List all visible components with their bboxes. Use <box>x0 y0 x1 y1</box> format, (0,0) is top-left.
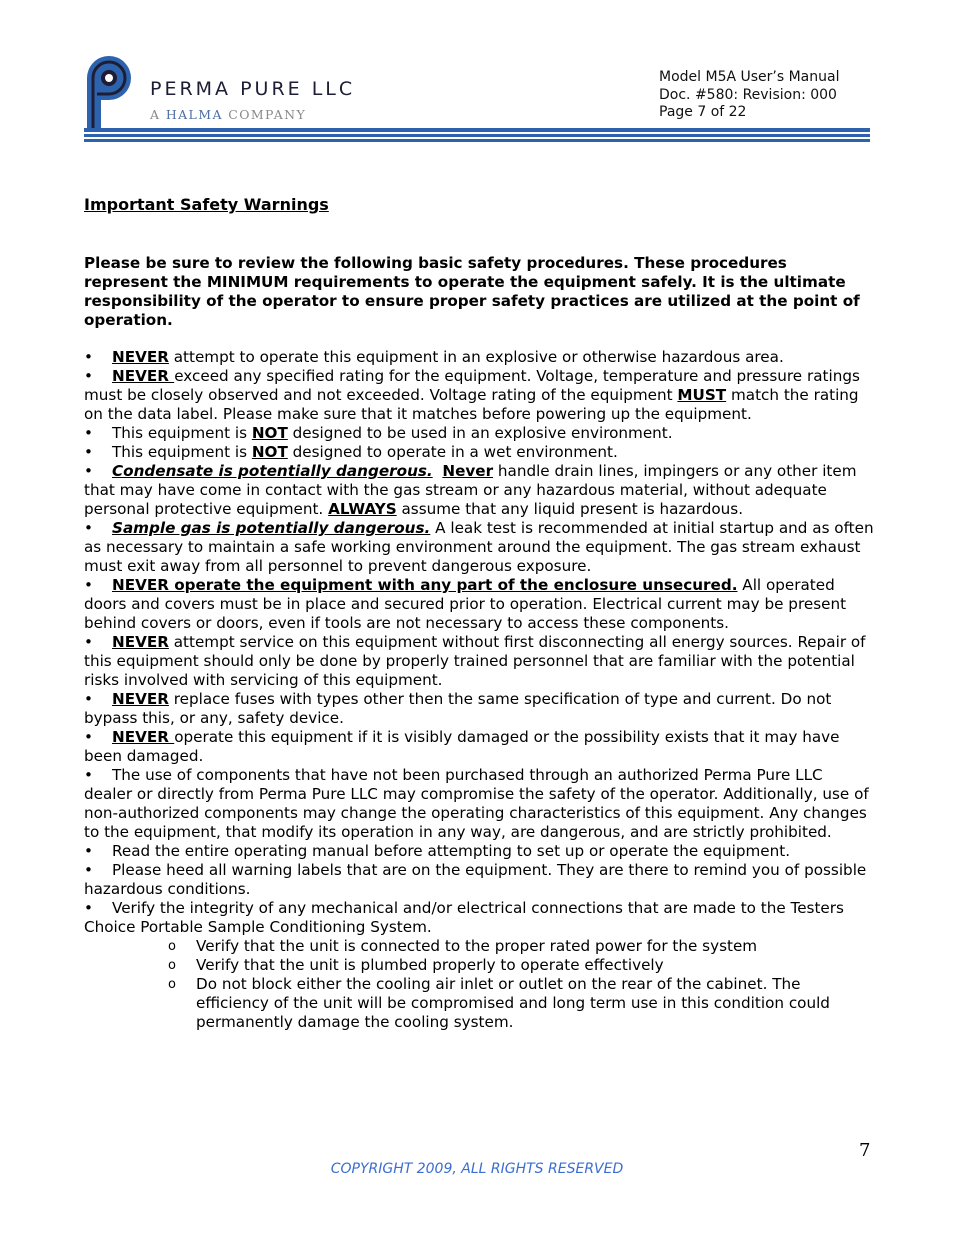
bullet-marker: • <box>84 766 93 784</box>
list-item <box>84 766 874 842</box>
subtitle-suffix: COMPANY <box>222 107 307 122</box>
list-item <box>84 861 874 899</box>
bullet-marker: • <box>84 462 93 480</box>
emphasis: MUST <box>677 386 727 404</box>
logo-mark-dot-highlight <box>105 74 113 82</box>
bullet-marker: • <box>84 728 93 746</box>
list-item <box>84 842 874 861</box>
circle-bullet-marker: o <box>168 958 176 973</box>
list-item <box>84 519 874 576</box>
emphasis: NEVER <box>112 690 169 708</box>
emphasis: NEVER <box>112 348 169 366</box>
item-text: operate this equipment if it is visibly damaged or the possibility exists that it may have been damaged. <box>84 728 840 765</box>
emphasis: ALWAYS <box>328 500 397 518</box>
circle-bullet-marker: o <box>168 939 176 954</box>
bullet-marker: • <box>84 424 93 442</box>
list-item <box>84 899 874 937</box>
bullet-marker: • <box>84 633 93 651</box>
sublist-item <box>84 937 874 956</box>
intro-paragraph: Please be sure to review the following basic safety procedures. These procedures represent the MINIMUM requirements to operate the equipment safely. It is the ultimate responsibility of the operator to ensure proper safety practices are utilized at the point of operation. <box>84 254 860 329</box>
safety-warnings-list <box>84 348 874 1032</box>
bullet-marker: • <box>84 519 93 537</box>
header-rule <box>84 139 870 142</box>
item-text: This equipment is <box>112 443 252 461</box>
manual-title: Model M5A User’s Manual <box>659 69 840 85</box>
emphasis: Never <box>442 462 494 480</box>
item-text: attempt to operate this equipment in an explosive or otherwise hazardous area. <box>168 348 784 366</box>
document-header-info <box>659 69 839 122</box>
item-text: exceed any specified rating for the equipment. Voltage, temperature and pressure ratings must be closely observed and not exceeded. Voltage rating of the equipment <box>84 367 860 404</box>
emphasis: Condensate is potentially dangerous. <box>112 462 433 480</box>
sublist-text: Verify that the unit is plumbed properly to operate effectively <box>196 956 664 974</box>
bullet-marker: • <box>84 899 93 917</box>
page-number: 7 <box>859 1140 871 1161</box>
bullet-marker: • <box>84 443 93 461</box>
spacer <box>433 462 443 480</box>
sublist-text: Verify that the unit is connected to the proper rated power for the system <box>196 937 758 955</box>
circle-bullet-marker: o <box>168 977 176 992</box>
bullet-marker: • <box>84 861 93 879</box>
item-text: handle drain lines, impingers or any other item that may have come in contact with the gas stream or any hazardous material, without adequate personal protective equipment. <box>84 462 857 518</box>
emphasis: NEVER <box>112 728 175 746</box>
list-item <box>84 690 874 728</box>
item-text: All operated doors and covers must be in place and secured prior to operation. Electrical current may be present behind covers or doors, even if tools are not necessary to access these components. <box>84 576 847 632</box>
subtitle-prefix: A <box>150 107 166 122</box>
emphasis: NEVER operate the equipment with any part of the enclosure unsecured. <box>112 576 738 594</box>
list-item <box>84 576 874 633</box>
bullet-marker: • <box>84 576 93 594</box>
item-text: The use of components that have not been purchased through an authorized Perma Pure LLC dealer or directly from Perma Pure LLC may compromise the safety of the operator. Additionally, use of non-authorized components may change the operating characteristics of this equipment. Any changes to the equipment, that modify its operation in any way, are dangerous, and are strictly prohibited. <box>84 766 869 841</box>
emphasis: NOT <box>251 443 288 461</box>
header-rule <box>84 134 870 137</box>
item-text: replace fuses with types other then the same specification of type and current. Do not bypass this, or any, safety device. <box>84 690 832 727</box>
item-text: attempt service on this equipment without first disconnecting all energy sources. Repair of this equipment should only be done by properly trained personnel that are familiar with the potential risks involved with servicing of this equipment. <box>84 633 866 689</box>
section-title: Important Safety Warnings <box>84 195 329 214</box>
item-text: A leak test is recommended at initial startup and as often as necessary to maintain a safe working environment around the equipment. The gas stream exhaust must exit away from all personnel to prevent dangerous exposure. <box>84 519 874 575</box>
item-text: This equipment is <box>112 424 252 442</box>
item-text: assume that any liquid present is hazardous. <box>396 500 744 518</box>
item-text: Read the entire operating manual before attempting to set up or operate the equipment. <box>112 842 791 860</box>
emphasis: NEVER <box>112 633 169 651</box>
emphasis: NEVER <box>112 367 175 385</box>
list-item <box>84 367 874 424</box>
list-item <box>84 728 874 766</box>
document-revision: Doc. #580: Revision: 000 <box>659 86 837 103</box>
emphasis: NOT <box>251 424 288 442</box>
list-item <box>84 443 874 462</box>
item-text: Verify the integrity of any mechanical and/or electrical connections that are made to the Testers Choice Portable Sample Conditioning System. <box>84 899 844 936</box>
bullet-marker: • <box>84 842 93 860</box>
bullet-marker: • <box>84 690 93 708</box>
company-name: PERMA PURE LLC <box>150 78 356 100</box>
list-item <box>84 633 874 690</box>
list-item <box>84 424 874 443</box>
page-indicator: Page 7 of 22 <box>659 104 747 120</box>
sublist-item <box>84 975 874 1032</box>
item-text: designed to be used in an explosive environment. <box>287 424 673 442</box>
item-text: match the rating on the data label. Please make sure that it matches before powering up the equipment. <box>84 386 859 423</box>
header-rule <box>84 128 870 132</box>
list-item <box>84 462 874 519</box>
item-text: designed to operate in a wet environment. <box>287 443 618 461</box>
bullet-marker: • <box>84 367 93 385</box>
bullet-marker: • <box>84 348 93 366</box>
subtitle-halma: HALMA <box>165 107 223 122</box>
sublist-text: Do not block either the cooling air inlet or outlet on the rear of the cabinet. The efficiency of the unit will be compromised and long term use in this condition could permanently damage the cooling system. <box>196 975 830 1031</box>
item-text: Please heed all warning labels that are on the equipment. They are there to remind you of possible hazardous conditions. <box>84 861 867 898</box>
list-item <box>84 348 874 367</box>
copyright-footer: COPYRIGHT 2009, ALL RIGHTS RESERVED <box>330 1161 624 1177</box>
emphasis: Sample gas is potentially dangerous. <box>112 519 431 537</box>
sublist-item <box>84 956 874 975</box>
verification-sublist <box>84 937 874 1032</box>
company-subtitle <box>150 107 306 122</box>
